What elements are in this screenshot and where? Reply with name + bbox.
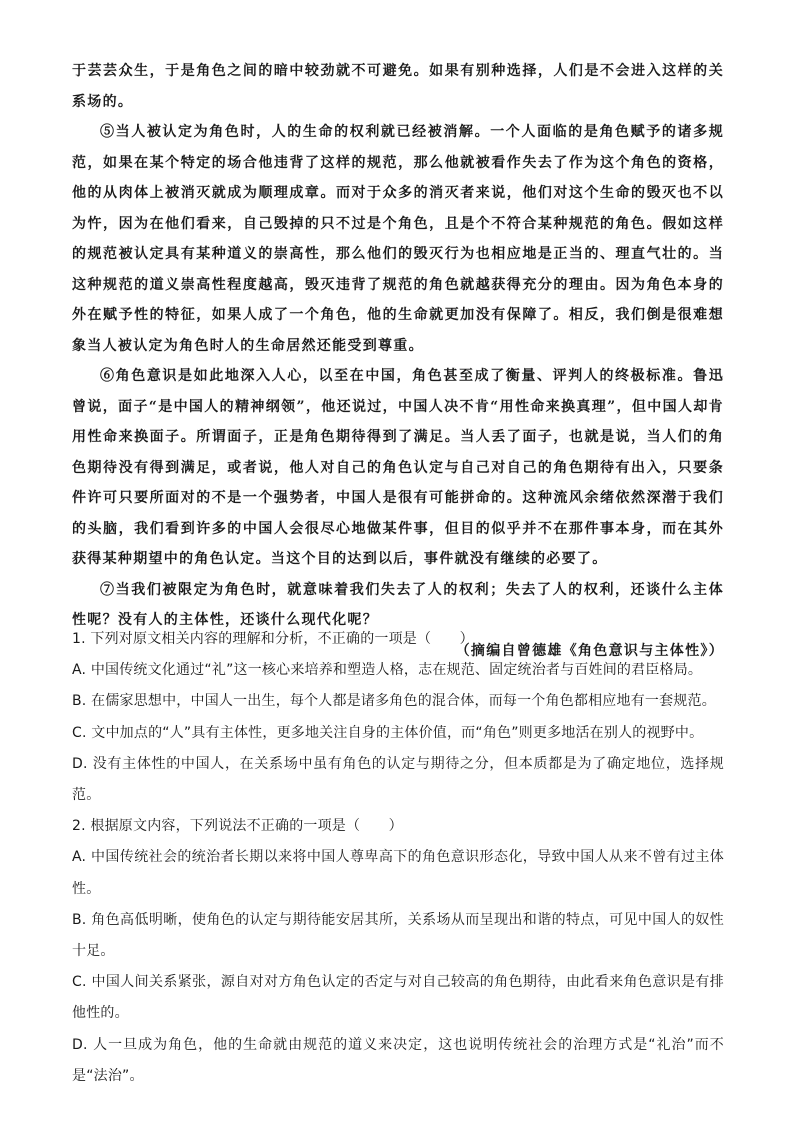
question-1-option-d: D. 没有主体性的中国人，在关系场中虽有角色的认定与期待之分，但本质都是为了确定地位，选择规范。 [72,755,724,804]
passage-paragraph-7: ⑦当我们被限定为角色时，就意味着我们失去了人的权利；失去了人的权利，还谈什么主体性呢？没有人的主体性，还谈什么现代化呢？ [72,581,724,628]
question-1-stem: 1. 下列对原文相关内容的理解和分析，不正确的一项是（ ） [72,631,474,647]
question-1-option-a: A. 中国传统文化通过“礼”这一核心来培养和塑造人格，志在规范、固定统治者与百姓间的君臣格局。 [72,662,703,679]
reading-passage [72,56,724,666]
question-1-option-c: C. 文中加点的“人”具有主体性，更多地关注自身的主体价值，而“角色”则更多地活在别人的视野中。 [72,724,704,741]
question-1-option-b: B. 在儒家思想中，中国人一出生，每个人都是诸多角色的混合体，而每一个角色都相应地有一套规范。 [72,693,716,710]
question-1 [72,624,724,811]
passage-source: （摘编自曾德雄《角色意识与主体性》） [455,642,724,659]
passage-paragraph-continued: 于芸芸众生，于是角色之间的暗中较劲就不可避免。如果有别种选择，人们是不会进入这样的关系场的。 [72,63,724,110]
question-2-stem: 2. 根据原文内容，下列说法不正确的一项是（ ） [72,818,403,835]
question-2-option-a: A. 中国传统社会的统治者长期以来将中国人尊卑高下的角色意识形态化，导致中国人从来不曾有过主体性。 [72,849,724,897]
passage-paragraph-5: ⑤当人被认定为角色时，人的生命的权利就已经被消解。一个人面临的是角色赋予的诸多规范，如果在某个特定的场合他违背了这样的规范，那么他就被看作失去了作为这个角色的资格，他的从肉体上被消灭就成为顺理成章。而对于众多的消灭者来说，他们对这个生命的毁灭也不以为忤，因为在他们看来，自己毁掉的只不过是个角色，且是个不符合某种规范的角色。假如这样的规范被认定具有某种道义的崇高性，那么他们的毁灭行为也相应地是正当的、理直气壮的。当这种规范的道义崇高性程度越高，毁灭违背了规范的角色就越获得充分的理由。因为角色本身的外在赋予性的特征，如果人成了一个角色，他的生命就更加没有保障了。相反，我们倒是很难想象当人被认定为角色时人的生命居然还能受到尊重。 [72,124,724,354]
question-2-option-b: B. 角色高低明晰，使角色的认定与期待能安居其所，关系场从而呈现出和谐的特点，可见中国人的奴性十足。 [72,911,724,960]
questions-section [72,624,724,1092]
question-2 [72,811,724,1092]
passage-paragraph-6: ⑥角色意识是如此地深入人心，以至在中国，角色甚至成了衡量、评判人的终极标准。鲁迅曾说，面子“是中国人的精神纲领”，他还说过，中国人决不肯“用性命来换真理”，但中国人却肯用性命来换面子。所谓面子，正是角色期待得到了满足。当人丢了面子，也就是说，当人们的角色期待没有得到满足，或者说，他人对自己的角色认定与自己对自己的角色期待有出入，只要条件许可只要所面对的不是一个强势者，中国人是很有可能拼命的。这种流风余绪依然深潜于我们的头脑，我们看到许多的中国人会很尽心地做某件事，但目的似乎并不在那件事本身，而在其外获得某种期望中的角色认定。当这个目的达到以后，事件就没有继续的必要了。 [72,368,724,567]
question-2-option-c: C. 中国人间关系紧张，源自对对方角色认定的否定与对自己较高的角色期待，由此看来角色意识是有排他性的。 [72,974,724,1022]
question-2-option-d: D. 人一旦成为角色，他的生命就由规范的道义来决定，这也说明传统社会的治理方式是“礼治”而不是“法治”。 [72,1036,724,1084]
